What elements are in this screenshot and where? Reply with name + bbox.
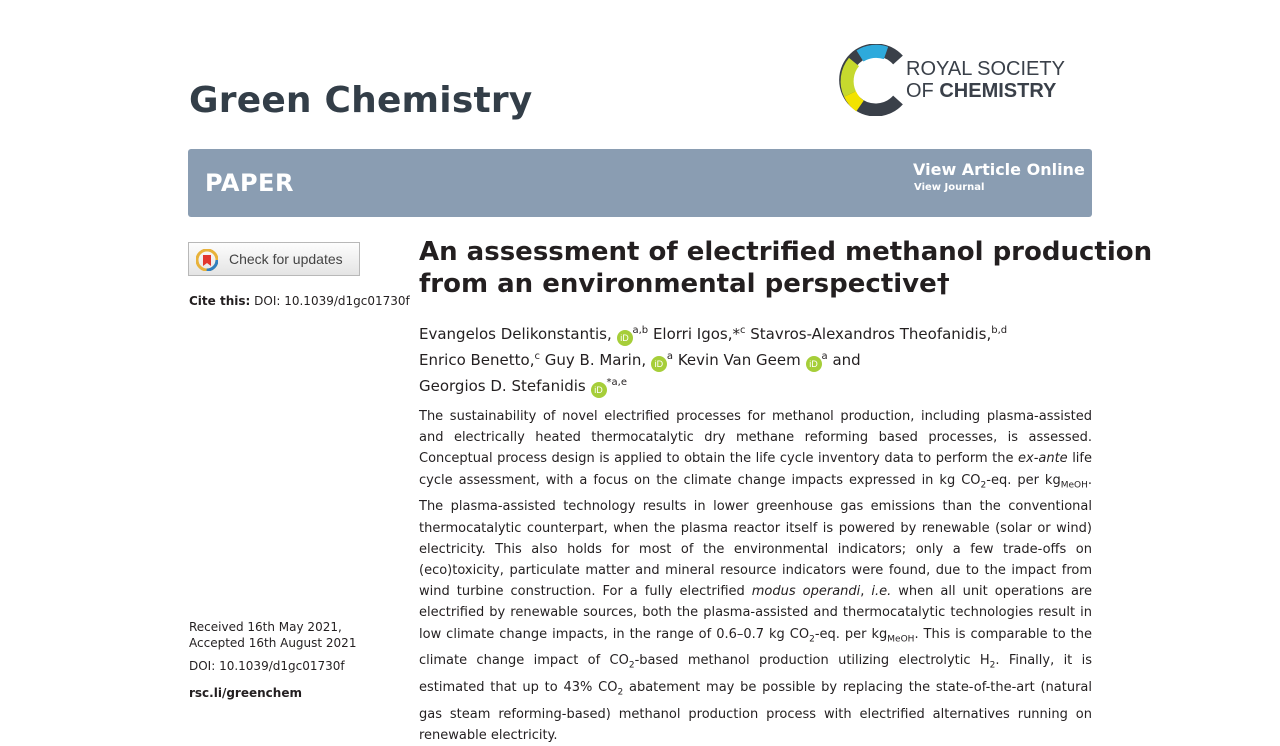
affiliation-sup: a [821, 351, 828, 362]
abstract-text: -eq. per kg [986, 472, 1061, 488]
affiliation-sup: c [534, 351, 540, 362]
orcid-icon[interactable]: iD [806, 356, 822, 372]
affiliation-sup: a [666, 351, 674, 362]
affiliation-sup: a,b [632, 325, 649, 336]
rsc-line-1: ROYAL SOCIETY [906, 58, 1065, 80]
check-updates-label: Check for updates [229, 251, 343, 267]
journal-link[interactable]: rsc.li/greenchem [189, 686, 302, 700]
abstract-sub: 2 [628, 661, 635, 672]
article-title-line-1: An assessment of electrified methanol production [419, 237, 1153, 267]
cite-doi: DOI: 10.1039/d1gc01730f [254, 294, 410, 308]
author-line-2 [419, 346, 1007, 372]
abstract [419, 406, 1092, 746]
author: Enrico Benetto, [419, 351, 535, 369]
cite-label: Cite this: [189, 294, 251, 308]
abstract-em: i.e. [871, 584, 892, 600]
abstract-text: The sustainability of novel electrified processes for methanol production, including plasma-assisted and electrically heated thermocatalytic dry methane reforming based processes, is assessed. Conceptual process design is applied to obtain the life cycle inventory data to perform the [419, 409, 1092, 467]
abstract-em: modus operandi [751, 584, 861, 600]
author-line-1 [419, 320, 1007, 346]
abstract-sub: 2 [980, 480, 987, 491]
author: Stavros-Alexandros Theofanidis, [750, 325, 992, 343]
rsc-line-2 [906, 80, 1065, 102]
abstract-text: -eq. per kg [814, 626, 888, 642]
orcid-icon[interactable]: iD [591, 382, 607, 398]
rsc-c-mark-icon [838, 44, 910, 116]
author-list [419, 320, 1007, 398]
rsc-line-2-bold: CHEMISTRY [939, 80, 1057, 102]
author: Elorri Igos,* [652, 325, 740, 343]
abstract-sub: 2 [989, 661, 996, 672]
rsc-wordmark [906, 58, 1065, 102]
abstract-sub: 2 [809, 634, 815, 645]
abstract-text: . The plasma-assisted technology results in lower greenhouse gas emissions than the conventional thermocatalytic counterpart, when the plasma reactor itself is powered by renewable (solar or wind) electricity. This also holds for most of the environmental indicators; only a few trade-offs on (eco)toxicity, particulate matter and mineral resource indicators were found, due to the impact from wind turbine construction. For a fully electrified [419, 472, 1092, 600]
author: Georgios D. Stefanidis [419, 377, 586, 395]
affiliation-sup: b,d [991, 325, 1008, 336]
abstract-text: , [860, 584, 872, 600]
abstract-text: abatement may be possible by replacing the state-of-the-art (natural gas steam reforming-based) methanol production process with electrified alternatives running on renewable electricity. [419, 680, 1092, 744]
abstract-sub: MeOH [1060, 480, 1088, 491]
view-article-online-link[interactable]: View Article Online [913, 160, 1085, 179]
author: Evangelos Delikonstantis, [419, 325, 612, 343]
cite-this [189, 294, 410, 308]
rsc-logo[interactable] [838, 44, 1098, 118]
view-journal-link[interactable]: View Journal [914, 182, 985, 193]
abstract-sub: 2 [617, 687, 624, 698]
abstract-em: ex-ante [1018, 451, 1068, 467]
abstract-text: life cycle assessment, with a focus on the climate change impacts expressed in kg CO [419, 451, 1092, 488]
received-date: Received 16th May 2021, [189, 620, 342, 634]
accepted-date: Accepted 16th August 2021 [189, 636, 357, 650]
abstract-sub: MeOH [887, 634, 915, 645]
article-type: PAPER [205, 169, 294, 197]
check-updates-icon [196, 249, 218, 271]
abstract-text: . Finally, it is estimated that up to 43% CO [419, 653, 1092, 696]
author-line-3 [419, 372, 1007, 398]
abstract-text: . This is comparable to the climate change impact of CO [419, 626, 1092, 669]
affiliation-sup: c [739, 325, 746, 336]
rsc-line-2-prefix: OF [906, 80, 940, 102]
abstract-text: -based methanol production utilizing electrolytic H [634, 653, 990, 669]
check-for-updates-button[interactable] [188, 242, 360, 276]
article-title-line-2: from an environmental perspective† [419, 269, 950, 299]
orcid-icon[interactable]: iD [651, 356, 667, 372]
abstract-text: when all unit operations are electrified by renewable sources, both the plasma-assisted and thermocatalytic technologies result in low climate change impacts, in the range of 0.6–0.7 kg CO [419, 584, 1092, 642]
author: Kevin Van Geem [677, 351, 801, 369]
affiliation-sup: *a,e [606, 377, 628, 388]
journal-title: Green Chemistry [189, 80, 533, 121]
article-title [419, 236, 1152, 300]
orcid-icon[interactable]: iD [617, 330, 633, 346]
author: Guy B. Marin, [544, 351, 647, 369]
and-text: and [832, 351, 861, 369]
article-type-banner [188, 149, 1092, 217]
doi: DOI: 10.1039/d1gc01730f [189, 659, 345, 673]
